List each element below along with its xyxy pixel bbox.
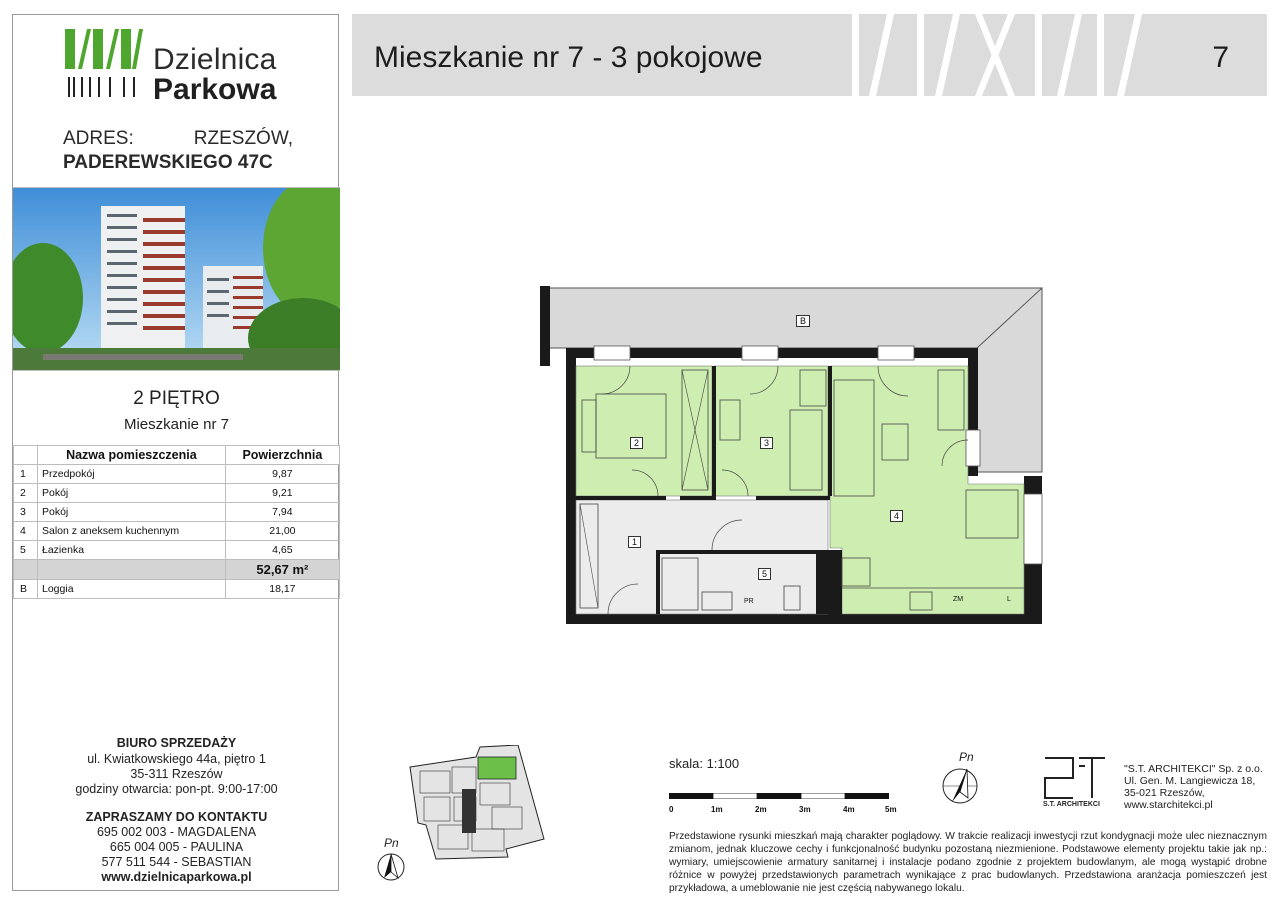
scale-label: skala: 1:100: [669, 756, 740, 771]
scale-tick: 3m: [799, 805, 811, 814]
building-photo: [13, 187, 340, 371]
fixture-label-zm: ZM: [953, 596, 964, 603]
disclaimer: Przedstawione rysunki mieszkań mają charakter poglądowy. W trakcie realizacji inwestycji rzut kondygnacji może ulec nieznacznym zmianom, jednak kluczowe cechy i funkcjonalność budynku pozostaną niezmienione. Podstawowe elementy projektu takie jak np.: wymiary, umiejscowienie armatury sanitarnej i instalacje podano zgodnie z projektem budowlanym, ale mogą wystąpić drobne różnice w powyżej przedstawionych parametrach wynikające z prac budowlanych. Przedstawiona aranżacja pomieszczeń jest przykładowa, a umeblowanie nie jest częścią nabywanego lokalu.: [669, 831, 1267, 894]
logo-mark: [65, 29, 143, 99]
row-name: Pokój: [38, 484, 226, 503]
office-city: 35-311 Rzeszów: [130, 767, 223, 781]
floor-title: 2 PIĘTRO: [133, 388, 220, 409]
contact-title: ZAPRASZAMY DO KONTAKTU: [85, 810, 268, 824]
floor-plan: [530, 280, 1050, 632]
row-name: Łazienka: [38, 541, 226, 560]
logo: [65, 27, 305, 107]
phone-2: 665 004 005 - PAULINA: [109, 840, 244, 854]
phone-1: 695 002 003 - MAGDALENA: [96, 825, 257, 839]
col-header-name: Nazwa pomieszczenia: [38, 446, 226, 465]
row-area: 7,94: [225, 503, 339, 522]
row-area: 21,00: [225, 522, 339, 541]
address-line-1: [63, 128, 293, 150]
architect-line: "S.T. ARCHITEKCI" Sp. z o.o.: [1124, 763, 1263, 775]
floor-plan-drawing: [530, 280, 1050, 632]
architect-logo-caption: S.T. ARCHITEKCI: [1043, 801, 1100, 808]
logo-word-2: Parkowa: [153, 73, 277, 106]
room-label-5: 5: [758, 568, 771, 580]
row-no: 5: [14, 541, 38, 560]
row-no: 3: [14, 503, 38, 522]
architect-line: 35-021 Rzeszów,: [1124, 787, 1205, 799]
table-row: [14, 503, 340, 522]
key-plan: [406, 745, 546, 865]
phone-3: 577 511 544 - SEBASTIAN: [101, 855, 252, 869]
col-header-no: [14, 446, 38, 465]
total-empty-1: [14, 560, 38, 580]
scale-tick: 0: [669, 805, 674, 814]
header-banner: [352, 14, 1267, 96]
scale-ticks: [669, 804, 909, 816]
row-no: 4: [14, 522, 38, 541]
row-name: Pokój: [38, 503, 226, 522]
room-label-b: B: [796, 315, 810, 327]
room-label-1: 1: [628, 536, 641, 548]
row-no: 2: [14, 484, 38, 503]
building-render: [13, 188, 340, 371]
table-row: [14, 484, 340, 503]
address-street: PADEREWSKIEGO 47C: [63, 152, 273, 173]
website-link[interactable]: www.dzielnicaparkowa.pl: [101, 870, 252, 884]
room-label-2: 2: [630, 437, 643, 449]
architect-line: Ul. Gen. M. Langiewicza 18,: [1124, 775, 1256, 787]
compass-icon: [940, 766, 980, 806]
row-area: 4,65: [225, 541, 339, 560]
table-row: [14, 541, 340, 560]
fixture-label-pr: PR: [744, 598, 754, 605]
row-no: B: [14, 580, 38, 599]
header-stripes: [847, 14, 1157, 96]
total-row: [14, 560, 340, 580]
flat-number: 7: [1212, 41, 1229, 74]
office-street: ul. Kwiatkowskiego 44a, piętro 1: [87, 752, 266, 766]
architect-details: [1124, 763, 1263, 811]
north-arrow-icon: [376, 852, 406, 882]
info-panel: [12, 14, 339, 891]
fixture-label-l: L: [1007, 596, 1011, 603]
scale-bar-graphic: [669, 793, 899, 799]
room-label-4: 4: [890, 510, 903, 522]
total-area: 52,67 m²: [225, 560, 339, 580]
row-area: 9,87: [225, 465, 339, 484]
flat-title: Mieszkanie nr 7 - 3 pokojowe: [374, 41, 763, 74]
table-row-loggia: [14, 580, 340, 599]
scale-tick: 2m: [755, 805, 767, 814]
table-row: [14, 465, 340, 484]
address-city: RZESZÓW,: [193, 128, 293, 149]
address-label: ADRES:: [63, 128, 134, 149]
table-row: [14, 522, 340, 541]
col-header-area: Powierzchnia: [225, 446, 339, 465]
row-no: 1: [14, 465, 38, 484]
scale-tick: 5m: [885, 805, 897, 814]
row-name: Salon z aneksem kuchennym: [38, 522, 226, 541]
scale-tick: 1m: [711, 805, 723, 814]
table-header-row: [14, 446, 340, 465]
north-label: Pn: [959, 750, 974, 764]
scale-tick: 4m: [843, 805, 855, 814]
row-area: 18,17: [225, 580, 339, 599]
key-plan-north-label: Pn: [384, 836, 399, 850]
row-name: Loggia: [38, 580, 226, 599]
office-hours: godziny otwarcia: pon-pt. 9:00-17:00: [75, 782, 278, 796]
key-plan-drawing: [406, 745, 546, 860]
architect-website[interactable]: www.starchitekci.pl: [1124, 799, 1213, 811]
logo-word-1: Dzielnica: [153, 43, 277, 76]
flat-subtitle: Mieszkanie nr 7: [123, 416, 230, 433]
rooms-table: [13, 445, 340, 599]
row-name: Przedpokój: [38, 465, 226, 484]
scale-bar: [669, 786, 909, 816]
architect-logo: [1043, 756, 1107, 800]
row-area: 9,21: [225, 484, 339, 503]
room-label-3: 3: [760, 437, 773, 449]
office-title: BIURO SPRZEDAŻY: [116, 736, 237, 750]
total-empty-2: [38, 560, 226, 580]
